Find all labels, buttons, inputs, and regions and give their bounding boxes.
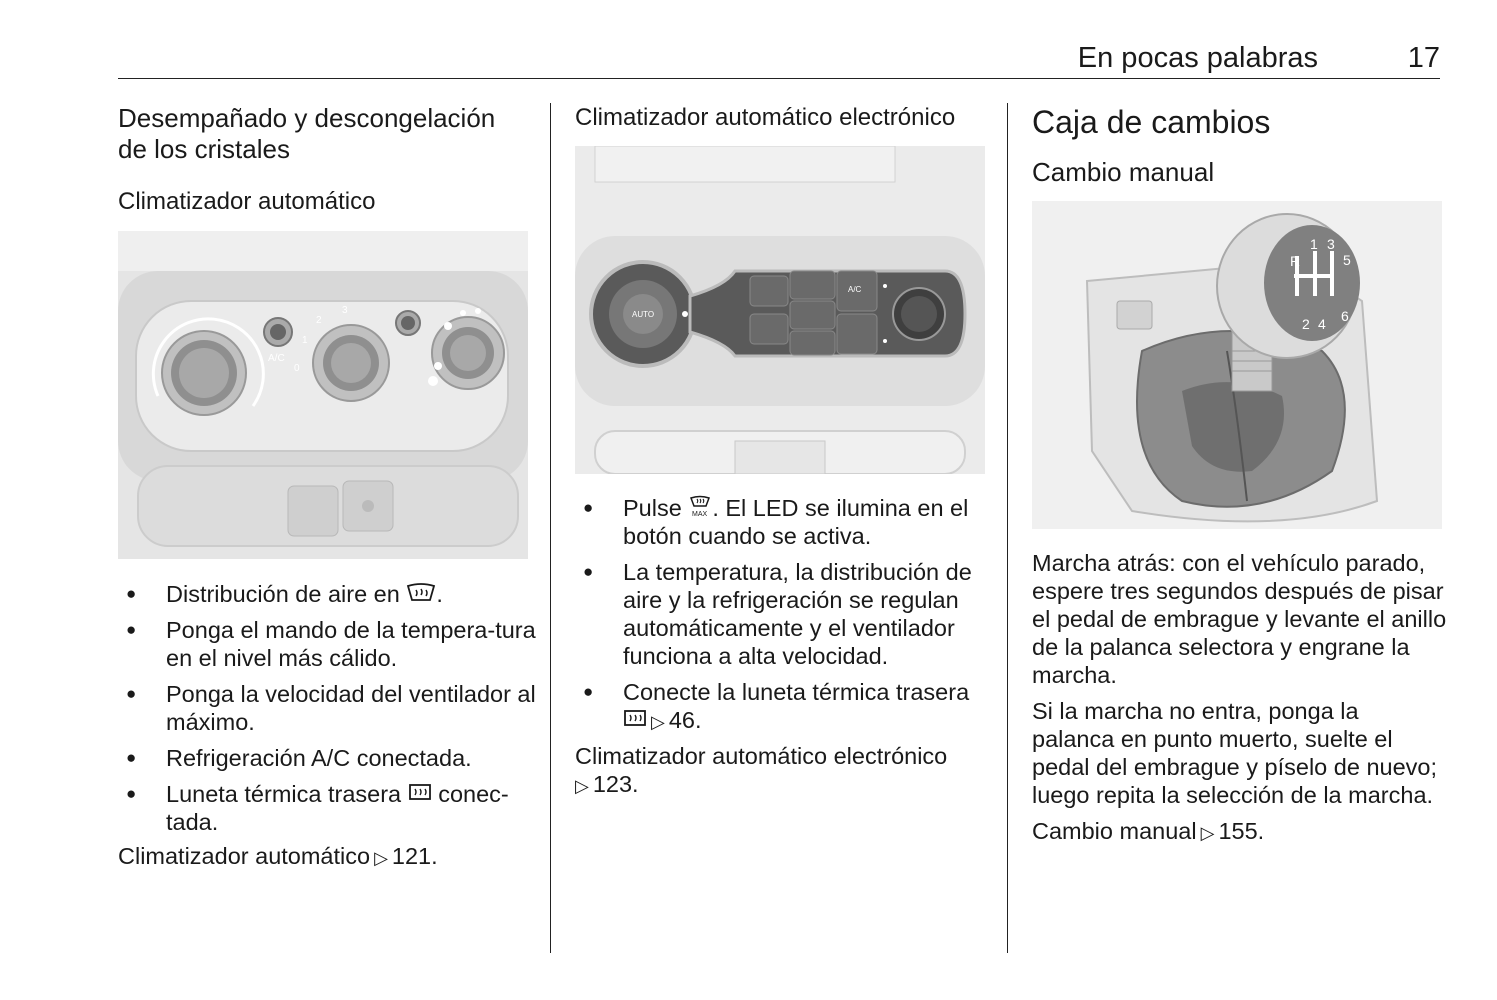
page-header	[118, 42, 1440, 79]
reference-text: Cambio manual	[1032, 818, 1197, 844]
ac-label: A/C	[268, 353, 285, 364]
defrost-heading: Desempañado y descongelación de los cristales	[118, 103, 496, 164]
bullet-text-end: . El LED se ilumina en el botón cuando se activa.	[623, 495, 969, 549]
defrost-steps	[118, 580, 538, 836]
auto-label: AUTO	[632, 310, 655, 319]
reference-arrow-icon: ▷	[651, 712, 665, 732]
bullet-text: Pulse	[623, 495, 682, 521]
reference-page[interactable]: 123.	[592, 771, 639, 797]
column-divider-1	[550, 103, 551, 953]
svg-text:MAX: MAX	[692, 511, 708, 518]
list-item: ● Ponga la velocidad del ventilador al máximo.	[118, 680, 538, 736]
gear-2: 2	[1302, 316, 1310, 332]
list-item	[118, 580, 538, 608]
gear-6: 6	[1341, 308, 1349, 324]
fan-3: 3	[342, 305, 348, 316]
reference-line	[1032, 817, 1447, 847]
list-item	[118, 780, 538, 836]
fan-2: 2	[316, 315, 322, 326]
rear-window-heater-icon	[623, 708, 647, 730]
gear-r: R	[1290, 253, 1301, 269]
max-defrost-icon	[688, 494, 712, 518]
section-title: En pocas palabras	[1077, 42, 1318, 74]
gear-lever-figure	[1032, 201, 1442, 529]
gear-5: 5	[1343, 252, 1351, 268]
list-item: ● La temperatura, la distribución de aire y la refrigeración se regulan automáticamente y el ventilador funciona a alta velocidad.	[575, 558, 995, 670]
bullet-text-end: conec-tada.	[166, 781, 509, 835]
column-gearbox	[1032, 102, 1447, 855]
list-item: ● Ponga el mando de la tempera-tura en el nivel más cálido.	[118, 616, 538, 672]
bullet-text-end: .	[436, 581, 443, 607]
reference-line	[118, 842, 530, 872]
gearbox-text	[1032, 549, 1447, 847]
electronic-climate-subheading: Climatizador automático electrónico	[575, 104, 956, 131]
reference-line	[575, 742, 987, 800]
reference-page[interactable]: 46.	[668, 707, 702, 733]
column-electronic-climate	[575, 102, 987, 808]
rear-window-heater-icon	[408, 782, 432, 804]
auto-climate-subheading: Climatizador automático	[118, 188, 376, 215]
gear-1: 1	[1310, 236, 1318, 252]
column-divider-2	[1007, 103, 1008, 953]
list-item	[575, 494, 995, 550]
bullet-text: Luneta térmica trasera	[166, 781, 402, 807]
reference-page[interactable]: 121.	[391, 843, 438, 869]
reference-arrow-icon: ▷	[575, 776, 589, 796]
list-item	[575, 678, 995, 736]
reverse-gear-paragraph: Marcha atrás: con el vehículo parado, espere tres segundos después de pisar el pedal de embrague y levante el anillo de la palanca selectora y engrane la marcha.	[1032, 550, 1447, 688]
reference-page[interactable]: 155.	[1218, 818, 1265, 844]
gear-3: 3	[1327, 236, 1335, 252]
ac-label-electronic: A/C	[848, 285, 862, 294]
reference-text: Climatizador automático electrónico	[575, 743, 948, 769]
bullet-text: Distribución de aire en	[166, 581, 400, 607]
column-defrost	[118, 102, 536, 880]
gear-4: 4	[1318, 316, 1326, 332]
reference-text: Climatizador automático	[118, 843, 371, 869]
gear-engage-paragraph: Si la marcha no entra, ponga la palanca en punto muerto, suelte el pedal del embrague y píselo de nuevo; luego repita la selección de la marcha.	[1032, 698, 1438, 808]
list-item: ● Refrigeración A/C conectada.	[118, 744, 538, 772]
manual-gearbox-subheading: Cambio manual	[1032, 157, 1215, 187]
fan-1: 1	[302, 335, 308, 346]
electronic-steps	[575, 494, 995, 736]
fan-0: 0	[294, 363, 300, 374]
windscreen-defrost-icon	[406, 582, 436, 604]
reference-arrow-icon: ▷	[1200, 823, 1215, 843]
reference-arrow-icon: ▷	[374, 848, 388, 868]
electronic-climate-figure	[575, 146, 985, 474]
page-number: 17	[1407, 42, 1440, 74]
bullet-text: Conecte la luneta térmica trasera	[623, 679, 970, 705]
climate-control-figure	[118, 231, 528, 559]
gearbox-heading: Caja de cambios	[1032, 104, 1271, 140]
